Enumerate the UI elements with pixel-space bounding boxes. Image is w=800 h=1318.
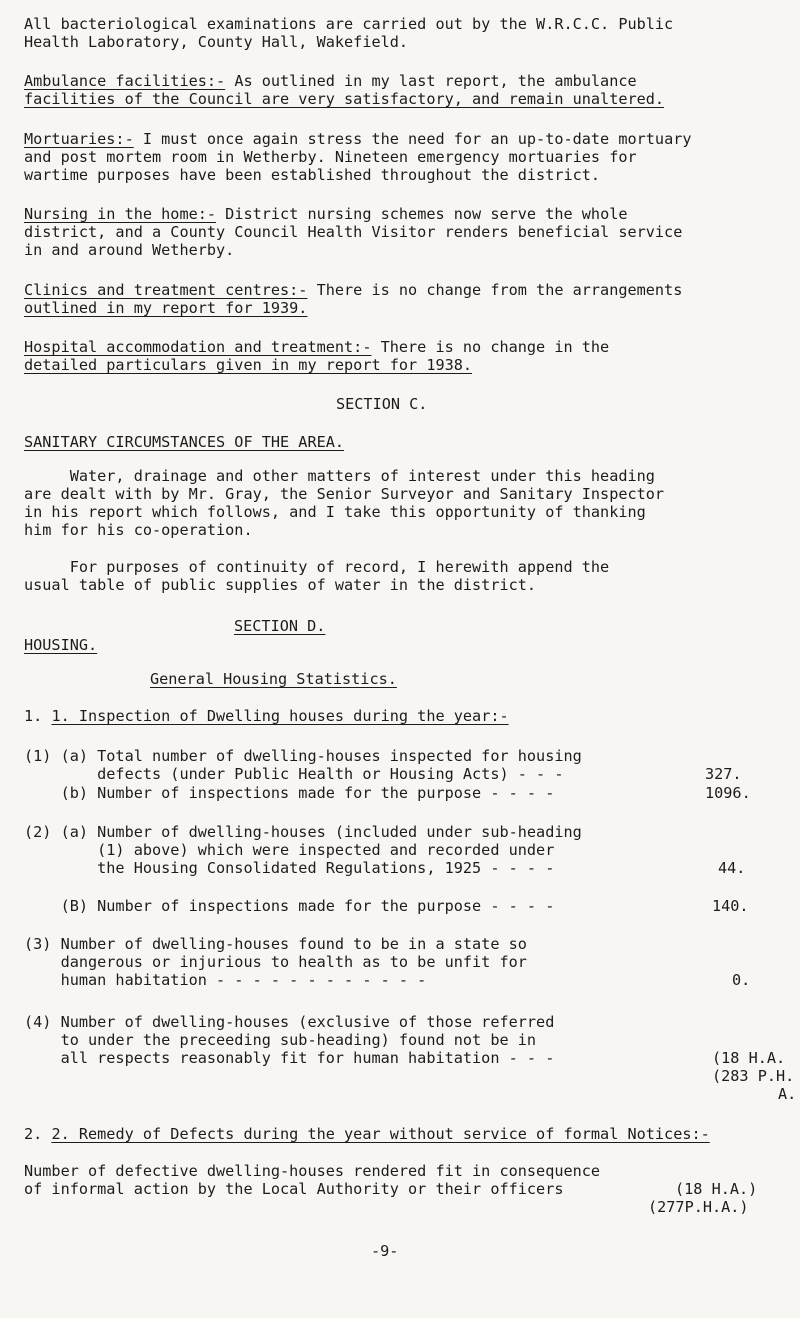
- page-number: -9-: [371, 1242, 399, 1260]
- hospital-text-1: There is no change in the: [371, 338, 610, 356]
- item1-2a-line-2: (1) above) which were inspected and recorded under: [24, 841, 555, 859]
- mortuaries-line-3: wartime purposes have been established throughout the district.: [24, 166, 601, 184]
- item1-2a-line-3: the Housing Consolidated Regulations, 1925 - - - -: [24, 859, 555, 877]
- item1-3-line-2: dangerous or injurious to health as to be unfit for: [24, 953, 527, 971]
- item2-value-pha: (277P.H.A.): [648, 1198, 749, 1216]
- item1-heading: 1. Inspection of Dwelling houses during the year:-: [51, 707, 509, 725]
- item1-line: [24, 707, 509, 726]
- item1-4-line-2: to under the preceeding sub-heading) found not be in: [24, 1031, 537, 1049]
- item1-4-line-1: (4) Number of dwelling-houses (exclusive of those referred: [24, 1013, 555, 1031]
- item2-line-1: Number of defective dwelling-houses rendered fit in consequence: [24, 1162, 601, 1180]
- item1-2b-line: (B) Number of inspections made for the purpose - - - -: [24, 897, 555, 915]
- section-c-subtitle: SANITARY CIRCUMSTANCES OF THE AREA.: [24, 433, 345, 451]
- item1-4-value-ha: (18 H.A.: [712, 1049, 786, 1067]
- item1-number: 1.: [24, 707, 52, 725]
- section-c-para2-line-1: For purposes of continuity of record, I herewith append the: [24, 558, 610, 576]
- section-c-title: SECTION C.: [336, 395, 428, 413]
- ambulance-line-2: facilities of the Council are very satisfactory, and remain unaltered.: [24, 90, 665, 108]
- intro-line-1: All bacteriological examinations are carried out by the W.R.C.C. Public: [24, 15, 674, 33]
- clinics-heading: Clinics and treatment centres:-: [24, 281, 308, 299]
- item1-3-line-1: (3) Number of dwelling-houses found to be in a state so: [24, 935, 527, 953]
- section-c-para1-line-2: are dealt with by Mr. Gray, the Senior Surveyor and Sanitary Inspector: [24, 485, 665, 503]
- nursing-heading: Nursing in the home:-: [24, 205, 217, 223]
- item2-line: [24, 1125, 710, 1144]
- clinics-text-1: There is no change from the arrangements: [307, 281, 683, 299]
- item1-3-line-3: human habitation - - - - - - - - - - - -: [24, 971, 427, 989]
- item1-1b-value: 1096.: [705, 784, 751, 802]
- section-d-title: SECTION D.: [234, 617, 326, 635]
- mortuaries-line-2: and post mortem room in Wetherby. Nineteen emergency mortuaries for: [24, 148, 637, 166]
- item1-2a-line-1: (2) (a) Number of dwelling-houses (included under sub-heading: [24, 823, 582, 841]
- section-c-para1-line-4: him for his co-operation.: [24, 521, 253, 539]
- ambulance-line-1: [24, 72, 637, 91]
- nursing-line-1: [24, 205, 628, 224]
- item2-heading: 2. Remedy of Defects during the year without service of formal Notices:-: [51, 1125, 710, 1143]
- nursing-text-1: District nursing schemes now serve the whole: [216, 205, 628, 223]
- item2-value-ha: (18 H.A.): [675, 1180, 758, 1198]
- intro-line-2: Health Laboratory, County Hall, Wakefield.: [24, 33, 409, 51]
- nursing-line-2: district, and a County Council Health Visitor renders beneficial service: [24, 223, 683, 241]
- mortuaries-text-1: I must once again stress the need for an up-to-date mortuary: [133, 130, 692, 148]
- hospital-heading: Hospital accommodation and treatment:-: [24, 338, 372, 356]
- section-c-para2-line-2: usual table of public supplies of water in the district.: [24, 576, 537, 594]
- clinics-line-1: [24, 281, 682, 300]
- item1-1a-line-1: (1) (a) Total number of dwelling-houses inspected for housing: [24, 747, 582, 765]
- item2-line-2: of informal action by the Local Authority or their officers: [24, 1180, 564, 1198]
- general-housing-statistics: General Housing Statistics.: [150, 670, 397, 688]
- item2-number: 2.: [24, 1125, 52, 1143]
- item1-3-value: 0.: [732, 971, 751, 989]
- mortuaries-heading: Mortuaries:-: [24, 130, 134, 148]
- hospital-line-2: detailed particulars given in my report for 1938.: [24, 356, 473, 374]
- clinics-line-2: outlined in my report for 1939.: [24, 299, 308, 317]
- item1-1b-line: (b) Number of inspections made for the purpose - - - -: [24, 784, 555, 802]
- section-c-para1-line-1: Water, drainage and other matters of interest under this heading: [24, 467, 655, 485]
- item1-4-value-ph: (283 P.H.: [712, 1067, 795, 1085]
- nursing-line-3: in and around Wetherby.: [24, 241, 235, 259]
- item1-4-value-a: A.: [778, 1085, 797, 1103]
- section-d-subtitle: HOUSING.: [24, 636, 98, 654]
- item1-4-line-3: all respects reasonably fit for human habitation - - -: [24, 1049, 555, 1067]
- ambulance-text-1: As outlined in my last report, the ambulance: [225, 72, 637, 90]
- item1-1a-line-2: defects (under Public Health or Housing Acts) - - -: [24, 765, 564, 783]
- ambulance-heading: Ambulance facilities:-: [24, 72, 226, 90]
- item1-1a-value: 327.: [705, 765, 742, 783]
- item1-2a-value: 44.: [718, 859, 746, 877]
- section-c-para1-line-3: in his report which follows, and I take this opportunity of thanking: [24, 503, 646, 521]
- item1-2b-value: 140.: [712, 897, 749, 915]
- mortuaries-line-1: [24, 130, 692, 149]
- hospital-line-1: [24, 338, 609, 357]
